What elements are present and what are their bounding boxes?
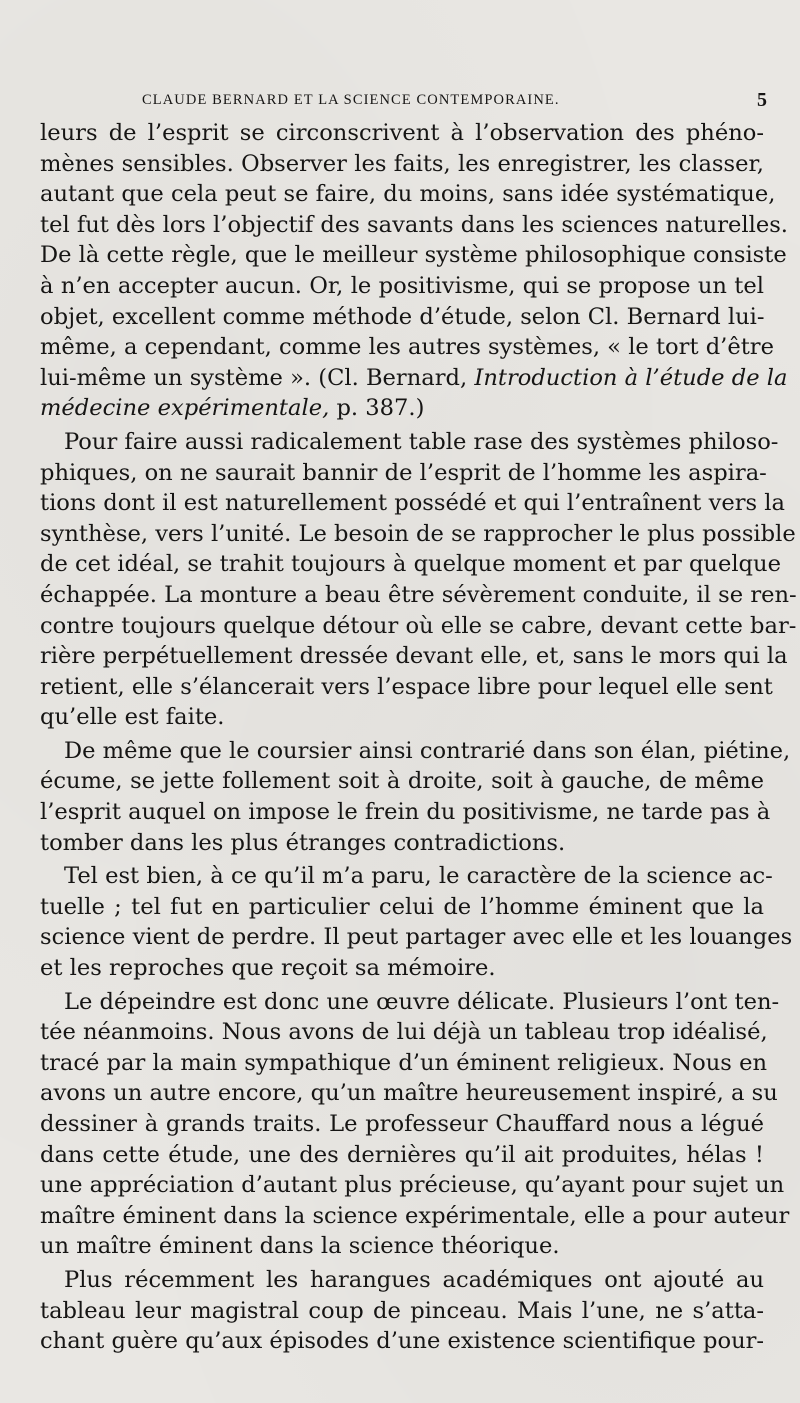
running-title: CLAUDE BERNARD ET LA SCIENCE CONTEMPORAINE. (142, 92, 560, 108)
text-line (40, 363, 788, 394)
text-line: chant guère qu’aux épisodes d’une existence scientifique pour- (40, 1328, 765, 1355)
text-line: retient, elle s’élancerait vers l’espace libre pour lequel elle sent (40, 673, 773, 700)
text-line: à n’en accepter aucun. Or, le positivisme, qui se propose un tel (40, 272, 764, 299)
citation-text: lui-même un système ». (Cl. Bernard, (40, 364, 468, 391)
text-line: Plus récemment les harangues académiques ont ajouté au (64, 1266, 764, 1293)
book-title-italic: Introduction à l’étude de la (474, 364, 788, 391)
text-line: écume, se jette follement soit à droite, soit à gauche, de même (40, 768, 764, 795)
text-line: avons un autre encore, qu’un maître heureusement inspiré, a su (40, 1080, 778, 1107)
text-line: tracé par la main sympathique d’un éminent religieux. Nous en (40, 1049, 767, 1076)
text-line: De là cette règle, que le meilleur système philosophique consiste (40, 242, 787, 269)
text-line: science vient de perdre. Il peut partager avec elle et les louanges (40, 924, 793, 951)
text-line: tée néanmoins. Nous avons de lui déjà un tableau trop idéalisé, (40, 1019, 768, 1046)
text-line: tions dont il est naturellement possédé et qui l’entraînent vers la (40, 490, 785, 517)
text-line: maître éminent dans la science expérimentale, elle a pour auteur (40, 1202, 790, 1229)
text-line: rière perpétuellement dressée devant elle, et, sans le mors qui la (40, 643, 788, 670)
text-line: qu’elle est faite. (40, 704, 225, 731)
text-line: leurs de l’esprit se circonscrivent à l’observation des phéno- (40, 120, 764, 146)
text-line: tel fut dès lors l’objectif des savants dans les sciences naturelles. (40, 211, 788, 238)
page-header (142, 88, 767, 112)
paragraph-3 (40, 736, 791, 858)
text-line: contre toujours quelque détour où elle se cabre, devant cette bar- (40, 612, 797, 639)
text-line: échappée. La monture a beau être sévèrement conduite, il se ren- (40, 581, 797, 608)
paragraph-4 (40, 861, 793, 983)
text-line (40, 393, 764, 424)
text-line: Tel est bien, à ce qu’il m’a paru, le caractère de la science ac- (64, 863, 773, 890)
text-line: synthèse, vers l’unité. Le besoin de se rapprocher le plus possible (40, 520, 796, 547)
book-title-italic: médecine expérimentale, (40, 395, 330, 422)
text-line: même, a cependant, comme les autres systèmes, « le tort d’être (40, 334, 774, 361)
text-line: De même que le coursier ainsi contrarié dans son élan, piétine, (64, 737, 791, 764)
text-line: phiques, on ne saurait bannir de l’esprit de l’homme les aspira- (40, 459, 767, 486)
text-line: une appréciation d’autant plus précieuse, qu’ayant pour sujet un (40, 1172, 785, 1199)
text-line: objet, excellent comme méthode d’étude, selon Cl. Bernard lui- (40, 303, 765, 330)
text-line: Pour faire aussi radicalement table rase des systèmes philoso- (64, 428, 779, 455)
text-line: de cet idéal, se trahit toujours à quelque moment et par quelque (40, 551, 781, 578)
text-line: dans cette étude, une des dernières qu’il ait produites, hélas ! (40, 1141, 764, 1168)
text-line: un maître éminent dans la science théorique. (40, 1233, 560, 1260)
text-line: l’esprit auquel on impose le frein du positivisme, ne tarde pas à (40, 799, 771, 826)
text-line: tuelle ; tel fut en particulier celui de l’homme éminent que la (40, 893, 764, 920)
page-reference: p. 387.) (336, 395, 425, 422)
paragraph-1 (40, 118, 788, 424)
text-line: Le dépeindre est donc une œuvre délicate. Plusieurs l’ont ten- (64, 988, 780, 1015)
text-line: et les reproches que reçoit sa mémoire. (40, 955, 496, 982)
body-text (40, 118, 797, 1357)
paragraph-6 (40, 1265, 764, 1357)
text-line: tomber dans les plus étranges contradictions. (40, 829, 566, 856)
text-line: tableau leur magistral coup de pinceau. Mais l’une, ne s’atta- (40, 1297, 764, 1324)
text-line: autant que cela peut se faire, du moins, sans idée systématique, (40, 181, 776, 208)
page-number: 5 (757, 89, 767, 111)
text-line: mènes sensibles. Observer les faits, les enregistrer, les classer, (40, 150, 764, 177)
text-line: dessiner à grands traits. Le professeur Chauffard nous a légué (40, 1111, 764, 1137)
paragraph-2 (40, 427, 797, 733)
paragraph-5 (40, 987, 790, 1262)
